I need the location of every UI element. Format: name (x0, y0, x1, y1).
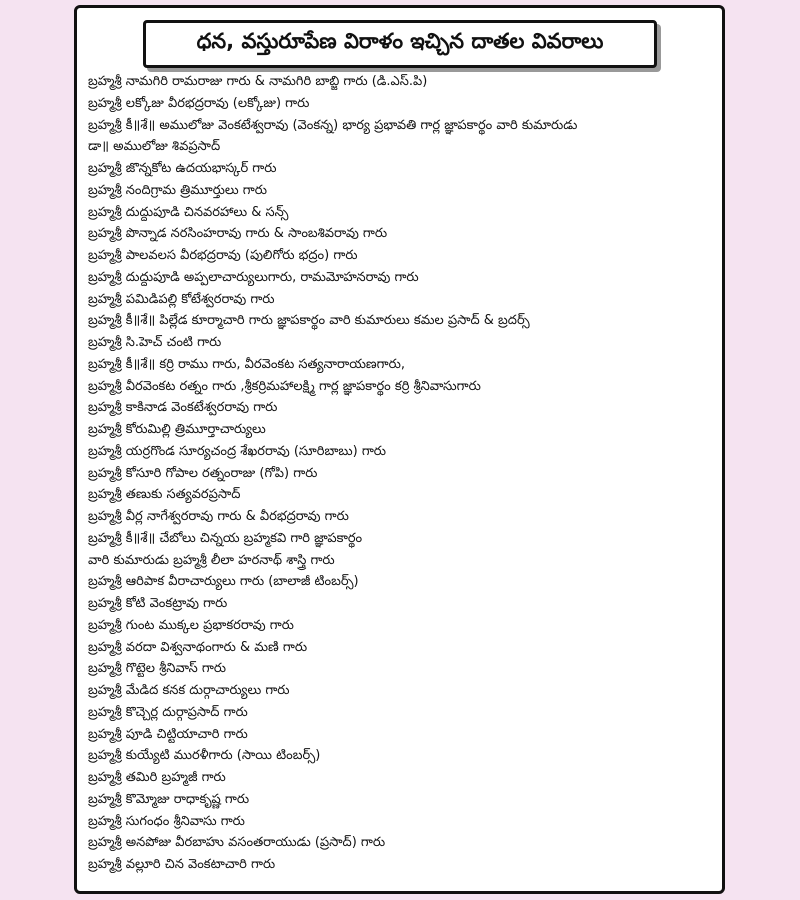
donor-line: బ్రహ్మశ్రీ దుద్దుపూడి చినవరహాలు & సన్స్ (88, 204, 289, 220)
donor-line: బ్రహ్మశ్రీ కీ॥శే॥ కర్రి రాము గారు, వీరవెంకట సత్యనారాయణగారు, (88, 356, 405, 372)
donor-line: డా॥ అములోజు శివప్రసాద్ (88, 139, 221, 155)
donor-line: బ్రహ్మశ్రీ వీర్ల నాగేశ్వరరావు గారు & వీరభద్రరావు గారు (88, 509, 349, 524)
donor-line: బ్రహ్మశ్రీ ఆరిపాక వీరాచార్యులు గారు (బాలాజీ టింబర్స్) (88, 574, 359, 590)
donor-line: బ్రహ్మశ్రీ కోటి వెంకట్రావు గారు (88, 596, 228, 611)
donor-line: బ్రహ్మశ్రీ తమిరి బ్రహ్మజీ గారు (88, 770, 226, 785)
donor-line: బ్రహ్మశ్రీ కుయ్యేటి మురళీగారు (సాయి టింబర్స్) (88, 748, 321, 764)
donor-line: బ్రహ్మశ్రీ పాలవలస వీరభద్రరావు (పులిగోరు భద్రం) గారు (88, 248, 358, 263)
donor-line: బ్రహ్మశ్రీ కొచ్చెర్ల దుర్గాప్రసాద్ గారు (88, 704, 248, 720)
donor-list (88, 71, 718, 876)
donor-line: బ్రహ్మశ్రీ కాకినాడ వెంకటేశ్వరరావు గారు (88, 400, 278, 416)
donor-line: బ్రహ్మశ్రీ వరదా విశ్వనాథంగారు & మణి గారు (88, 639, 308, 655)
donor-line: బ్రహ్మశ్రీ కోసూరి గోపాల రత్నంరాజు (గోపి) గారు (88, 465, 318, 481)
donor-line: బ్రహ్మశ్రీ నామగిరి రామరాజు గారు & నామగిరి బాబ్జి గారు (డి.ఎస్.పి) (88, 74, 428, 89)
donor-line: బ్రహ్మశ్రీ మేడిద కనక దుర్గాచార్యులు గారు (88, 683, 290, 698)
donor-line: బ్రహ్మశ్రీ సుగంధం శ్రీనివాసు గారు (88, 813, 245, 829)
donor-line: బ్రహ్మశ్రీ కొమ్మోజు రాధాకృష్ణ గారు (88, 791, 250, 807)
donor-line: బ్రహ్మశ్రీ కీ॥శే॥ పిల్లేడ కూర్మాచారి గారు జ్ఞాపకార్థం వారి కుమారులు కమల ప్రసాద్ & బ్రదర్స్ (88, 313, 530, 329)
donor-line: బ్రహ్మశ్రీ దుద్దుపూడి అప్పలాచార్యులుగారు, రామమోహనరావు గారు (88, 269, 419, 285)
donor-line: బ్రహ్మశ్రీ నందిగ్రామ త్రిమూర్తులు గారు (88, 182, 267, 198)
donor-line: బ్రహ్మశ్రీ అనపోజు వీరబాహు వసంతరాయుడు (ప్రసాద్) గారు (88, 835, 386, 851)
donor-line: బ్రహ్మశ్రీ లక్కోజు వీరభద్రరావు (లక్కోజు) గారు (88, 95, 310, 111)
donor-line: బ్రహ్మశ్రీ గుంట ముక్కల ప్రభాకరరావు గారు (88, 617, 294, 633)
donor-line: బ్రహ్మశ్రీ వల్లూరి చిన వెంకటాచారి గారు (88, 857, 276, 872)
donor-line: బ్రహ్మశ్రీ పూడి చిట్టియాచారి గారు (88, 726, 248, 742)
donor-line: బ్రహ్మశ్రీ కోరుమిల్లి త్రిమూర్తాచార్యులు (88, 422, 266, 437)
page-title: ధన, వస్తురూపేణ విరాళం ఇచ్చిన దాతల వివరాలు (196, 29, 604, 53)
donor-line: బ్రహ్మశ్రీ తణుకు సత్యవరప్రసాద్ (88, 487, 241, 503)
donor-line: బ్రహ్మశ్రీ సి.హెచ్ చంటి గారు (88, 335, 222, 350)
donor-line: బ్రహ్మశ్రీ గొట్టెల శ్రీనివాస్ గారు (88, 661, 227, 677)
donor-line: వారి కుమారుడు బ్రహ్మశ్రీ లీలా హరనాథ్ శాస్త్రి గారు (88, 552, 335, 568)
donor-line: బ్రహ్మశ్రీ కీ॥శే॥ అములోజు వెంకటేశ్వరావు (వెంకన్న) భార్య ప్రభావతి గార్ల జ్ఞాపకార్థం వారి కుమారుడు (88, 117, 578, 133)
donor-line: బ్రహ్మశ్రీ యర్రగొండ సూర్యచంద్ర శేఖరరావు (సూరిబాబు) గారు (88, 443, 387, 459)
donor-line: బ్రహ్మశ్రీ పొన్నాడ నరసింహరావు గారు & సాంబశివరావు గారు (88, 226, 388, 242)
donor-line: బ్రహ్మశ్రీ వీరవెంకట రత్నం గారు ,శ్రీకర్రిమహాలక్ష్మి గార్ల జ్ఞాపకార్థం కర్రి శ్రీనివాసుగారు (88, 378, 481, 394)
donor-line: బ్రహ్మశ్రీ కీ॥శే॥ చేబోలు చిన్నయ బ్రహ్మకవి గారి జ్ఞాపకార్థం (88, 530, 363, 546)
donor-line: బ్రహ్మశ్రీ పమిడిపల్లి కోటేశ్వరరావు గారు (88, 291, 275, 307)
donor-line: బ్రహ్మశ్రీ జొన్నకోట ఉదయభాస్కర్ గారు (88, 161, 277, 176)
document-page (74, 5, 725, 894)
title-box (143, 20, 657, 68)
